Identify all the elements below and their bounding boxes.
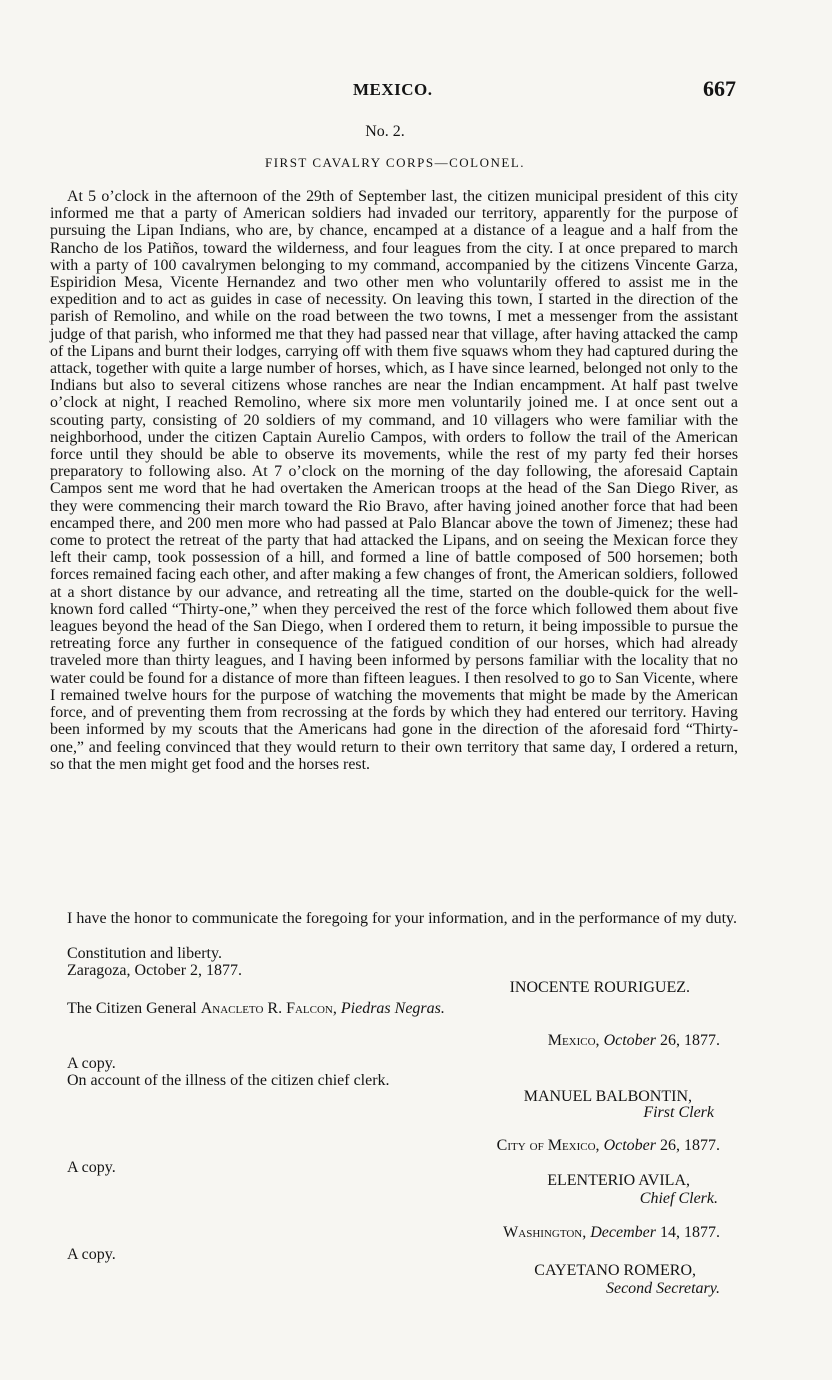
cert-3-month: December <box>590 1224 656 1241</box>
document-number: No. 2. <box>365 123 405 140</box>
body-paragraph: At 5 o’clock in the afternoon of the 29th of September last, the citizen municipal president of this city informed me that a party of American soldiers had invaded our territory, apparently for the purpose of pursuing the Lipan Indians, who are, by chance, encamped at a distance of a league and a half from the Rancho de los Patiños, toward the wilderness, and four leagues from the city. I at once prepared to march with a party of 100 cavalrymen belonging to my command, accompanied by the citizens Vincente Garza, Espiridion Mesa, Vicente Hernandez and two other men who voluntarily offered to assist me in the expedition and to act as guides in case of necessity. On leaving this town, I started in the direction of the parish of Remolino, and while on the road between the two towns, I met a messenger from the assistant judge of that parish, who informed me that they had passed near that village, after having attacked the camp of the Lipans and burnt their lodges, carrying off with them five squaws whom they had captured during the attack, together with quite a large number of horses, which, as I have since learned, belonged not only to the Indians but also to several citizens whose ranches are near the Indian encampment. At half past twelve o’clock at night, I reached Remolino, where six more men voluntarily joined me. I at once sent out a scouting party, consisting of 20 soldiers of my command, and 10 villagers who were familiar with the neighborhood, under the citizen Captain Aurelio Campos, with orders to follow the trail of the American force until they should be able to observe its movements, while the rest of my party fed their horses preparatory to following also. At 7 o’clock on the morning of the day following, the aforesaid Captain Campos sent me word that he had overtaken the American troops at the head of the San Diego River, as they were commencing their march toward the Rio Bravo, after having joined another force that had been encamped there, and 200 men more who had passed at Palo Blancar above the town of Jimenez; these had come to protect the retreat of the party that had attacked the Lipans, and on seeing the Mexican force they left their camp, took possession of a hill, and formed a line of battle composed of 500 horsemen; both forces remained facing each other, and after making a few changes of front, the American soldiers, followed at a short distance by our advance, and retreating all the time, started on the double-quick for the well-known ford called “Thirty-one,” when they perceived the rest of the force which followed them about five leagues beyond the head of the San Diego, when I ordered them to return, it being impossible to pursue the retreating force any further in consequence of the fatigued condition of our horses, which had already traveled more than thirty leagues, and I having been informed by persons familiar with the locality that no water could be found for a distance of more than fifteen leagues. I then resolved to go to San Vicente, where I remained twelve hours for the purpose of watching the movements that might be made by the American force, and of preventing them from recrossing at the fords by which they had entered our territory. Having been informed by my scouts that the Americans had gone in the direction of the aforesaid ford “Thirty-one,” and feeling convinced that they would return to their own territory that same day, I ordered a return, so that the men might get food and the horses rest. <box>50 188 738 773</box>
cert-1-day-year: 26, 1877. <box>656 1032 720 1049</box>
addressee-line <box>67 1000 445 1018</box>
cert-1-note: On account of the illness of the citizen chief clerk. <box>67 1072 390 1089</box>
motto: Constitution and liberty. <box>67 945 222 962</box>
cert-1-title: First Clerk <box>643 1104 714 1121</box>
place-date: Zaragoza, October 2, 1877. <box>67 962 243 979</box>
running-header: MEXICO. <box>353 80 433 99</box>
signature-rouriguez: INOCENTE ROURIGUEZ. <box>509 979 690 996</box>
cert-1-signer: MANUEL BALBONTIN, <box>523 1088 692 1105</box>
closing-text: I have the honor to communicate the foregoing for your information, and in the performance of my duty. <box>67 910 737 927</box>
cert-3-signer: CAYETANO ROMERO, <box>534 1262 696 1279</box>
addressee-name-rest: R. Falcon, <box>263 1000 341 1017</box>
cert-2-dateline <box>497 1137 720 1155</box>
closing-line-1 <box>67 910 737 928</box>
cert-3-copy: A copy. <box>67 1246 116 1263</box>
cert-2-month: October <box>603 1137 656 1154</box>
addressee-first-name: Anacleto <box>200 1000 264 1017</box>
cert-2-day-year: 26, 1877. <box>656 1137 720 1154</box>
addressee-place: Piedras Negras. <box>340 1000 445 1017</box>
cert-2-signer: ELENTERIO AVILA, <box>547 1172 690 1189</box>
corps-title: FIRST CAVALRY CORPS—COLONEL. <box>264 155 526 170</box>
cert-2-copy: A copy. <box>67 1159 116 1176</box>
addressee-prefix: The Citizen General <box>67 1000 201 1017</box>
cert-1-dateline <box>548 1032 720 1050</box>
cert-2-title: Chief Clerk. <box>639 1190 718 1207</box>
cert-1-month: October <box>603 1032 656 1049</box>
cert-3-title: Second Secretary. <box>605 1280 720 1297</box>
cert-1-copy: A copy. <box>67 1055 116 1072</box>
page-number: 667 <box>703 76 736 101</box>
cert-3-dateline <box>503 1224 720 1242</box>
cert-3-place: Washington, <box>503 1224 591 1241</box>
cert-3-day-year: 14, 1877. <box>656 1224 720 1241</box>
cert-1-place: Mexico, <box>547 1032 604 1049</box>
cert-2-place: City of Mexico, <box>496 1137 604 1154</box>
